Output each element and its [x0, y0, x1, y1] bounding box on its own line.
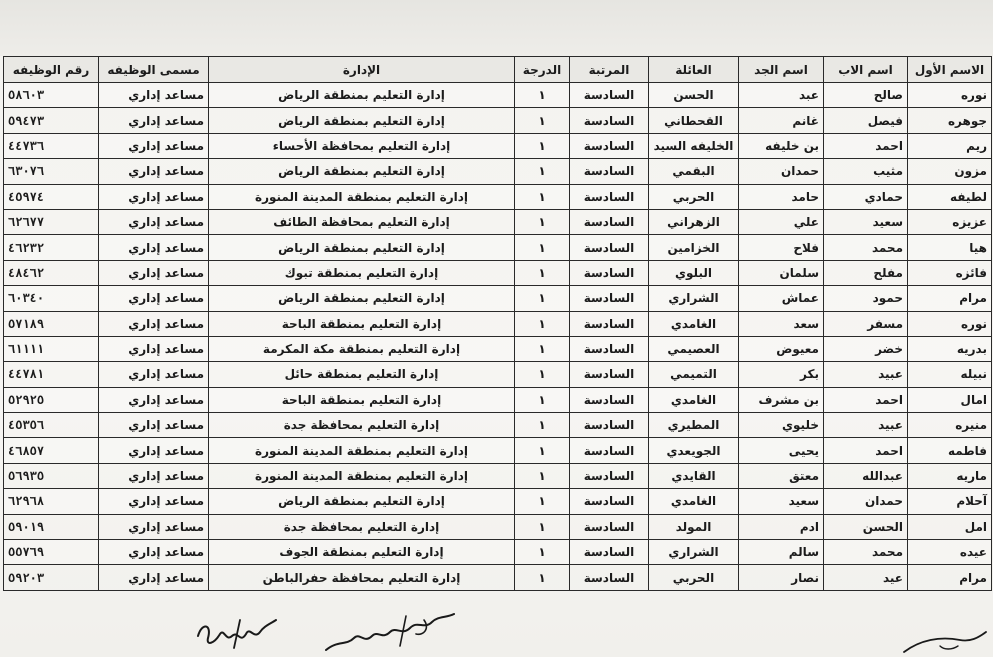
cell-administration: إدارة التعليم بمحافظة الأحساء	[209, 133, 515, 158]
table-row	[4, 209, 992, 234]
cell-job-title: مساعد إداري	[99, 514, 209, 539]
cell-father-name: مسفر	[824, 311, 908, 336]
cell-job-title: مساعد إداري	[99, 336, 209, 361]
cell-first-name: منيره	[908, 413, 992, 438]
cell-job-number: ٥٨٦٠٣	[4, 83, 99, 108]
cell-father-name: حمادي	[824, 184, 908, 209]
cell-family: الغامدي	[649, 387, 739, 412]
cell-rank: السادسة	[570, 159, 649, 184]
cell-grade: ١	[515, 108, 570, 133]
cell-administration: إدارة التعليم بمحافظة الطائف	[209, 209, 515, 234]
cell-grandfather-name: سلمان	[739, 260, 824, 285]
cell-rank: السادسة	[570, 83, 649, 108]
table-row	[4, 184, 992, 209]
cell-rank: السادسة	[570, 438, 649, 463]
cell-job-number: ٥٦٩٣٥	[4, 463, 99, 488]
cell-job-title: مساعد إداري	[99, 159, 209, 184]
cell-administration: إدارة التعليم بمنطقة الرياض	[209, 108, 515, 133]
cell-grandfather-name: معيوض	[739, 336, 824, 361]
cell-grade: ١	[515, 387, 570, 412]
cell-grade: ١	[515, 260, 570, 285]
cell-job-title: مساعد إداري	[99, 387, 209, 412]
signatures-area	[0, 606, 993, 657]
cell-grade: ١	[515, 540, 570, 565]
cell-job-number: ٥٩٤٧٣	[4, 108, 99, 133]
cell-father-name: صالح	[824, 83, 908, 108]
cell-grade: ١	[515, 336, 570, 361]
table-row	[4, 286, 992, 311]
table-row	[4, 362, 992, 387]
cell-job-title: مساعد إداري	[99, 235, 209, 260]
cell-job-number: ٤٦٨٥٧	[4, 438, 99, 463]
signature-mark-2	[320, 610, 470, 657]
cell-job-title: مساعد إداري	[99, 463, 209, 488]
cell-family: الخليفه السيد	[649, 133, 739, 158]
cell-rank: السادسة	[570, 133, 649, 158]
cell-job-title: مساعد إداري	[99, 108, 209, 133]
cell-job-title: مساعد إداري	[99, 362, 209, 387]
table-row	[4, 489, 992, 514]
cell-family: الخزامين	[649, 235, 739, 260]
cell-family: الغامدي	[649, 311, 739, 336]
cell-family: الحربي	[649, 565, 739, 590]
cell-job-number: ٦١١١١	[4, 336, 99, 361]
header-rank: المرتبة	[570, 57, 649, 83]
table-row	[4, 260, 992, 285]
cell-family: الشراري	[649, 286, 739, 311]
cell-rank: السادسة	[570, 286, 649, 311]
page-top-margin	[0, 0, 993, 56]
cell-father-name: مثيب	[824, 159, 908, 184]
cell-rank: السادسة	[570, 413, 649, 438]
cell-administration: إدارة التعليم بمحافظة جدة	[209, 514, 515, 539]
cell-job-title: مساعد إداري	[99, 438, 209, 463]
cell-grade: ١	[515, 133, 570, 158]
cell-job-number: ٦٢٩٦٨	[4, 489, 99, 514]
cell-grade: ١	[515, 463, 570, 488]
cell-grandfather-name: سالم	[739, 540, 824, 565]
cell-rank: السادسة	[570, 514, 649, 539]
table-row	[4, 514, 992, 539]
cell-administration: إدارة التعليم بمحافظة حفرالباطن	[209, 565, 515, 590]
cell-first-name: مرام	[908, 286, 992, 311]
cell-grandfather-name: غانم	[739, 108, 824, 133]
table-row	[4, 133, 992, 158]
table-row	[4, 387, 992, 412]
cell-family: الغامدي	[649, 489, 739, 514]
cell-grandfather-name: نصار	[739, 565, 824, 590]
cell-job-number: ٦٣٠٧٦	[4, 159, 99, 184]
cell-family: البلوي	[649, 260, 739, 285]
cell-job-title: مساعد إداري	[99, 311, 209, 336]
cell-grandfather-name: حمدان	[739, 159, 824, 184]
cell-rank: السادسة	[570, 565, 649, 590]
cell-father-name: خضر	[824, 336, 908, 361]
cell-family: التميمي	[649, 362, 739, 387]
cell-grade: ١	[515, 565, 570, 590]
cell-grade: ١	[515, 514, 570, 539]
cell-rank: السادسة	[570, 235, 649, 260]
cell-grandfather-name: خليوي	[739, 413, 824, 438]
cell-rank: السادسة	[570, 489, 649, 514]
table-row	[4, 83, 992, 108]
cell-first-name: نوره	[908, 83, 992, 108]
cell-grade: ١	[515, 413, 570, 438]
cell-first-name: لطيفه	[908, 184, 992, 209]
cell-rank: السادسة	[570, 336, 649, 361]
cell-job-number: ٥٢٩٢٥	[4, 387, 99, 412]
cell-father-name: الحسن	[824, 514, 908, 539]
cell-first-name: جوهره	[908, 108, 992, 133]
cell-grandfather-name: عبد	[739, 83, 824, 108]
cell-first-name: هيا	[908, 235, 992, 260]
cell-job-title: مساعد إداري	[99, 209, 209, 234]
employees-table	[3, 56, 992, 591]
cell-father-name: عبيد	[824, 413, 908, 438]
cell-job-number: ٤٥٩٧٤	[4, 184, 99, 209]
cell-job-title: مساعد إداري	[99, 413, 209, 438]
cell-grade: ١	[515, 159, 570, 184]
cell-rank: السادسة	[570, 463, 649, 488]
cell-administration: إدارة التعليم بمنطقة الباحة	[209, 311, 515, 336]
table-row	[4, 159, 992, 184]
cell-first-name: امل	[908, 514, 992, 539]
cell-administration: إدارة التعليم بمحافظة جدة	[209, 413, 515, 438]
cell-father-name: سعيد	[824, 209, 908, 234]
cell-father-name: فيصل	[824, 108, 908, 133]
cell-first-name: عيده	[908, 540, 992, 565]
cell-grandfather-name: معتق	[739, 463, 824, 488]
cell-rank: السادسة	[570, 362, 649, 387]
cell-grandfather-name: يحيى	[739, 438, 824, 463]
cell-job-title: مساعد إداري	[99, 133, 209, 158]
cell-job-title: مساعد إداري	[99, 565, 209, 590]
cell-first-name: ريم	[908, 133, 992, 158]
cell-administration: إدارة التعليم بمنطقة حائل	[209, 362, 515, 387]
cell-job-number: ٥٩٢٠٣	[4, 565, 99, 590]
cell-job-number: ٤٤٧٣٦	[4, 133, 99, 158]
table-row	[4, 413, 992, 438]
cell-family: المطيري	[649, 413, 739, 438]
table-row	[4, 540, 992, 565]
cell-grandfather-name: ادم	[739, 514, 824, 539]
cell-father-name: محمد	[824, 540, 908, 565]
cell-first-name: نوره	[908, 311, 992, 336]
cell-father-name: مفلح	[824, 260, 908, 285]
cell-family: الشراري	[649, 540, 739, 565]
signature-mark-3	[900, 622, 990, 657]
cell-grandfather-name: سعد	[739, 311, 824, 336]
cell-rank: السادسة	[570, 209, 649, 234]
cell-rank: السادسة	[570, 184, 649, 209]
table-row	[4, 336, 992, 361]
cell-grandfather-name: بن خليفه	[739, 133, 824, 158]
cell-first-name: مزون	[908, 159, 992, 184]
cell-administration: إدارة التعليم بمنطقة الرياض	[209, 489, 515, 514]
cell-grandfather-name: بن مشرف	[739, 387, 824, 412]
cell-grade: ١	[515, 184, 570, 209]
cell-first-name: نبيله	[908, 362, 992, 387]
cell-job-title: مساعد إداري	[99, 286, 209, 311]
cell-father-name: عيد	[824, 565, 908, 590]
cell-rank: السادسة	[570, 260, 649, 285]
cell-administration: إدارة التعليم بمنطقة الرياض	[209, 235, 515, 260]
cell-administration: إدارة التعليم بمنطقة الجوف	[209, 540, 515, 565]
cell-family: العصيمي	[649, 336, 739, 361]
cell-first-name: فائزه	[908, 260, 992, 285]
cell-grade: ١	[515, 362, 570, 387]
cell-first-name: بدريه	[908, 336, 992, 361]
cell-administration: إدارة التعليم بمنطقة الرياض	[209, 83, 515, 108]
cell-rank: السادسة	[570, 387, 649, 412]
cell-administration: إدارة التعليم بمنطقة الباحة	[209, 387, 515, 412]
cell-job-number: ٤٥٣٥٦	[4, 413, 99, 438]
cell-rank: السادسة	[570, 540, 649, 565]
header-father-name: اسم الاب	[824, 57, 908, 83]
cell-father-name: حمود	[824, 286, 908, 311]
table-row	[4, 463, 992, 488]
cell-grandfather-name: بكر	[739, 362, 824, 387]
cell-job-number: ٥٩٠١٩	[4, 514, 99, 539]
cell-grade: ١	[515, 209, 570, 234]
cell-family: القايدي	[649, 463, 739, 488]
cell-administration: إدارة التعليم بمنطقة المدينة المنورة	[209, 463, 515, 488]
cell-job-number: ٤٦٢٣٢	[4, 235, 99, 260]
header-job-title: مسمى الوظيفه	[99, 57, 209, 83]
table-row	[4, 438, 992, 463]
cell-family: الحربي	[649, 184, 739, 209]
header-administration: الإدارة	[209, 57, 515, 83]
table-row	[4, 108, 992, 133]
cell-job-number: ٥٧١٨٩	[4, 311, 99, 336]
header-family: العائلة	[649, 57, 739, 83]
cell-grandfather-name: علي	[739, 209, 824, 234]
cell-grade: ١	[515, 311, 570, 336]
cell-job-number: ٦٠٣٤٠	[4, 286, 99, 311]
cell-administration: إدارة التعليم بمنطقة الرياض	[209, 286, 515, 311]
cell-father-name: محمد	[824, 235, 908, 260]
cell-job-number: ٥٥٧٦٩	[4, 540, 99, 565]
header-job-number: رقم الوظيفه	[4, 57, 99, 83]
cell-father-name: احمد	[824, 387, 908, 412]
cell-family: الحسن	[649, 83, 739, 108]
cell-first-name: امال	[908, 387, 992, 412]
cell-job-title: مساعد إداري	[99, 83, 209, 108]
cell-family: المولد	[649, 514, 739, 539]
table-row	[4, 565, 992, 590]
table-row	[4, 311, 992, 336]
cell-administration: إدارة التعليم بمنطقة المدينة المنورة	[209, 438, 515, 463]
cell-administration: إدارة التعليم بمنطقة تبوك	[209, 260, 515, 285]
cell-grade: ١	[515, 286, 570, 311]
cell-family: الجويعدي	[649, 438, 739, 463]
cell-job-title: مساعد إداري	[99, 489, 209, 514]
cell-grandfather-name: سعيد	[739, 489, 824, 514]
cell-first-name: ماريه	[908, 463, 992, 488]
cell-administration: إدارة التعليم بمنطقة مكة المكرمة	[209, 336, 515, 361]
header-grade: الدرجة	[515, 57, 570, 83]
cell-first-name: آحلام	[908, 489, 992, 514]
cell-job-number: ٦٢٦٧٧	[4, 209, 99, 234]
cell-grade: ١	[515, 438, 570, 463]
cell-rank: السادسة	[570, 311, 649, 336]
header-first-name: الاسم الأول	[908, 57, 992, 83]
cell-father-name: عبيد	[824, 362, 908, 387]
cell-job-title: مساعد إداري	[99, 184, 209, 209]
cell-first-name: فاطمه	[908, 438, 992, 463]
cell-grade: ١	[515, 83, 570, 108]
cell-father-name: احمد	[824, 133, 908, 158]
table-header-row	[4, 57, 992, 83]
cell-father-name: عبدالله	[824, 463, 908, 488]
cell-father-name: احمد	[824, 438, 908, 463]
cell-grandfather-name: عماش	[739, 286, 824, 311]
cell-rank: السادسة	[570, 108, 649, 133]
header-grandfather-name: اسم الجد	[739, 57, 824, 83]
signature-mark-1	[190, 614, 280, 656]
cell-grade: ١	[515, 235, 570, 260]
cell-grandfather-name: حامد	[739, 184, 824, 209]
cell-job-number: ٤٤٧٨١	[4, 362, 99, 387]
cell-job-title: مساعد إداري	[99, 260, 209, 285]
employees-table-wrapper	[3, 56, 991, 591]
cell-first-name: مرام	[908, 565, 992, 590]
cell-job-title: مساعد إداري	[99, 540, 209, 565]
cell-first-name: عزيزه	[908, 209, 992, 234]
cell-family: الزهراني	[649, 209, 739, 234]
cell-administration: إدارة التعليم بمنطقة الرياض	[209, 159, 515, 184]
cell-family: البقمي	[649, 159, 739, 184]
cell-grade: ١	[515, 489, 570, 514]
cell-administration: إدارة التعليم بمنطقة المدينة المنورة	[209, 184, 515, 209]
cell-family: القحطاني	[649, 108, 739, 133]
cell-job-number: ٤٨٤٦٢	[4, 260, 99, 285]
cell-father-name: حمدان	[824, 489, 908, 514]
cell-grandfather-name: فلاح	[739, 235, 824, 260]
table-row	[4, 235, 992, 260]
